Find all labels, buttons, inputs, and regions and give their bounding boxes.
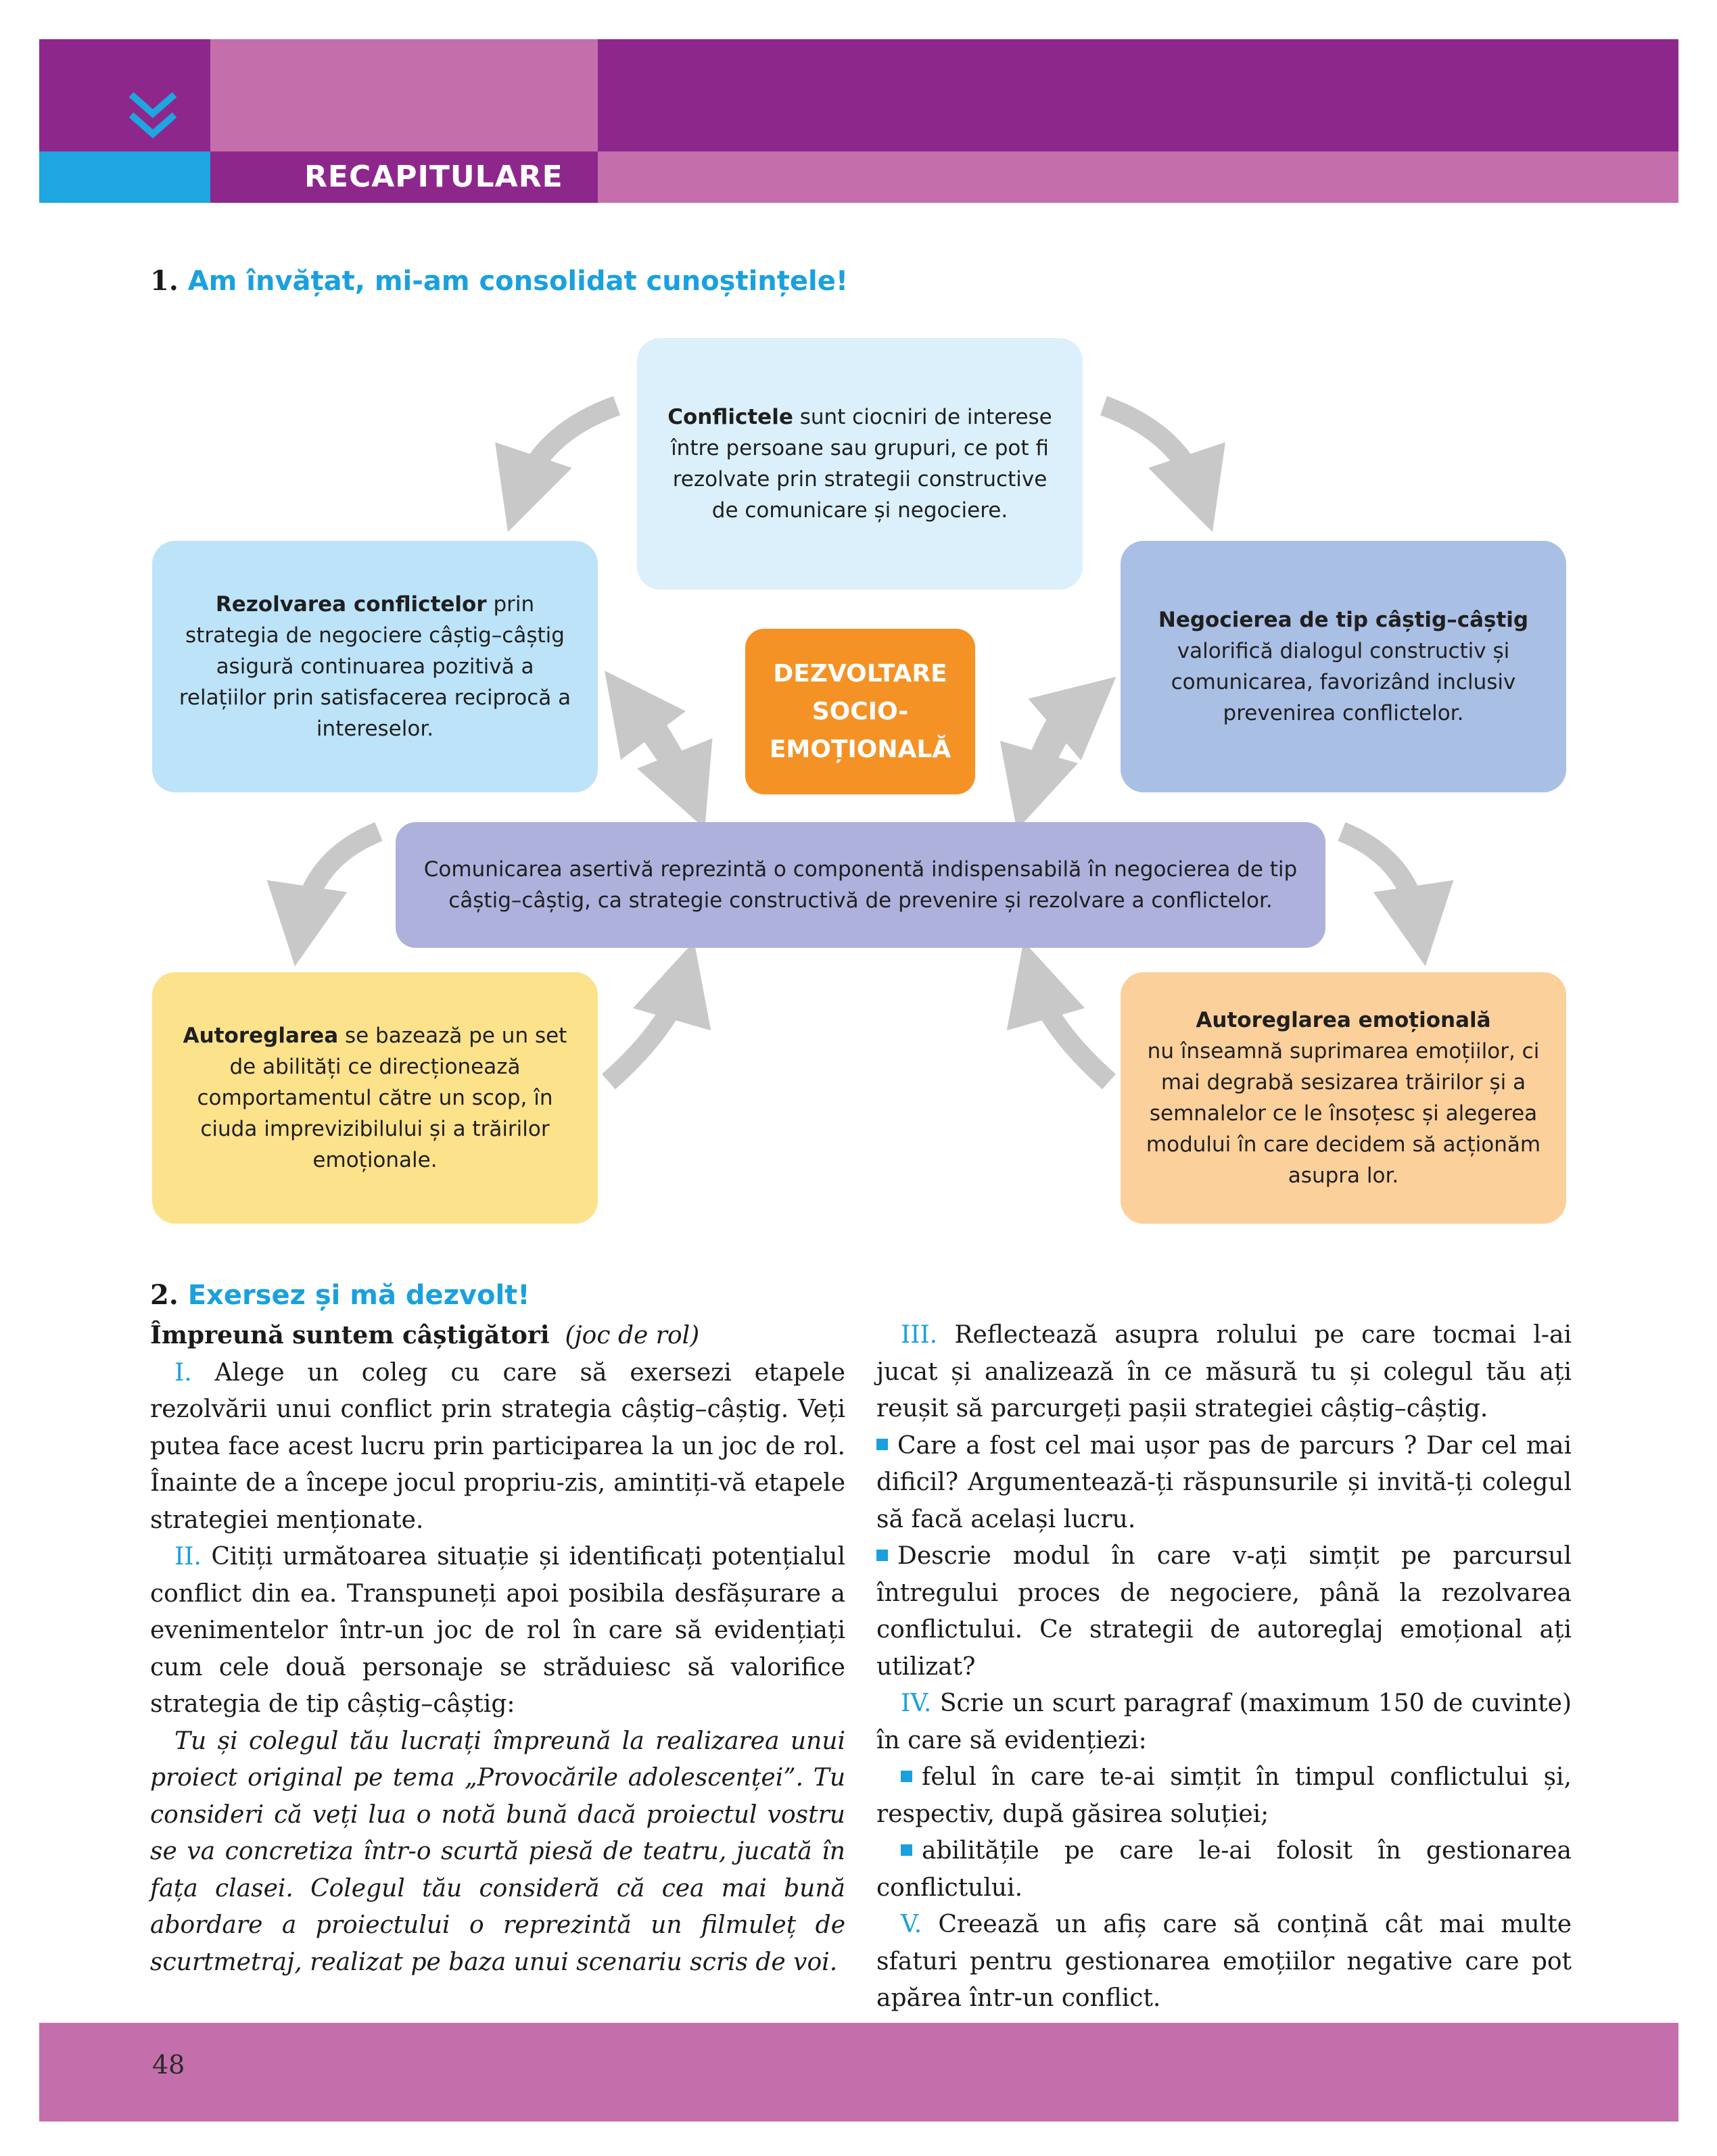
left-column: [150, 1317, 845, 1981]
task-II: II. Citiți următoarea situație și identificați potențialul conflict din ea. Transpuneți apoi posibila desfășurare a evenimentelor într-un joc de rol în care să evidențiați cum cele două personaje se străduiesc să valorifice strategia de tip câștig–câștig:: [150, 1543, 845, 1718]
task-IV-bullet-1: felul în care te-ai simțit în timpul conflictului și, respectiv, după găsirea soluției;: [876, 1763, 1572, 1828]
box-autoreglarea: Autoreglarea se bazează pe un set de abilități ce direcționează comportamentul către un scop, în ciuda imprevizibilului și a trăirilor emoționale.: [152, 972, 598, 1224]
box-comunicarea-asertiva: Comunicarea asertivă reprezintă o componentă indispensabilă în negocierea de tip câștig–câștig, ca strategie constructivă de prevenire și rezolvare a conflictelor.: [396, 822, 1325, 948]
footer-band: [39, 2023, 1678, 2122]
section-1-heading: [150, 265, 848, 297]
section-2-number: 2.: [150, 1279, 179, 1311]
right-column: [876, 1317, 1572, 2017]
arrow-low-right: [1342, 832, 1419, 926]
bullet-square-icon: [876, 1550, 888, 1561]
arrow-bottom-left: [609, 980, 683, 1082]
header-pink-strip: [598, 151, 1678, 203]
task-III-bullet-1: Care a fost cel mai ușor pas de parcurs ? Dar cel mai dificil? Argumentează-ți răspunsurile și invită-ți colegul să facă același lucru.: [876, 1431, 1572, 1533]
box-rezolvarea-conflictelor: Rezolvarea conflictelor prin strategia de negociere câștig–câștig asigură continuarea pozitivă a relațiilor prin satisfacerea reciprocă a intereselor.: [152, 541, 598, 792]
arrow-mid-right: [1028, 703, 1068, 791]
task-IV: IV. Scrie un scurt paragraf (maximum 150 de cuvinte) în care să evidențiezi:: [876, 1690, 1572, 1754]
task-IV-bullet-2: abilitățile pe care le-ai folosit în gestionarea conflictului.: [876, 1837, 1572, 1902]
box-autoreglarea-emotionala: Autoreglarea emoțională nu înseamnă suprimarea emoțiilor, ci mai degrabă sesizarea trăirilor și a semnalelor ce le însoțesc și alegerea modului în care decidem să acționăm asupra lor.: [1121, 972, 1566, 1224]
page-title: RECAPITULARE: [304, 160, 563, 194]
page-number: 48: [152, 2050, 185, 2080]
arrow-bottom-right: [1035, 980, 1109, 1082]
bullet-square-icon: [876, 1439, 888, 1450]
bullet-square-icon: [901, 1771, 912, 1782]
arrow-top-left: [521, 406, 617, 494]
task-V: V. Creează un afiș care să conțină cât mai multe sfaturi pentru gestionarea emoțiilor negative care pot apărea într-un conflict.: [876, 1911, 1572, 2012]
box-conflictele: Conflictele sunt ciocniri de interese între persoane sau grupuri, ce pot fi rezolvate prin strategii constructive de comunicare și negociere.: [637, 338, 1083, 590]
header-cyan-block: [39, 151, 210, 203]
arrow-top-right: [1104, 406, 1200, 494]
game-heading: Împreună suntem câștigători (joc de rol): [150, 1321, 700, 1349]
box-center-dezvoltare: DEZVOLTARE SOCIO-EMOȚIONALĂ: [745, 629, 975, 794]
scenario-text: Tu și colegul tău lucrați împreună la realizarea unui proiect original pe tema „Provocările adolescenței”. Tu consideri că veți lua o notă bună dacă proiectul vostru se va concretiza într-o scurtă piesă de teatru, jucată în fața clasei. Colegul tău consideră că cea mai bună abordare a proiectului o reprezintă un filmuleț de scurtmetraj, realizat pe baza unui scenariu scris de voi.: [150, 1727, 845, 1976]
section-1-title: Am învățat, mi-am consolidat cunoștințele!: [187, 266, 849, 297]
arrow-low-left: [301, 832, 379, 926]
section-2-heading: [150, 1279, 530, 1311]
task-III: III. Reflectează asupra rolului pe care tocmai l-ai jucat și analizează în ce măsură tu și colegul tău ați reușit să parcurgeți pașii strategiei câștig–câștig.: [876, 1321, 1572, 1422]
header-pink-block: [210, 39, 598, 151]
section-2-title: Exersez și mă dezvolt!: [187, 1280, 530, 1311]
section-1-number: 1.: [150, 265, 179, 297]
task-I: I. Alege un coleg cu care să exersezi etapele rezolvării unui conflict prin strategia câștig–câștig. Veți putea face acest lucru prin participarea la un joc de rol. Înainte de a începe jocul propriu-zis, amintiți-vă etapele strategiei menționate.: [150, 1358, 845, 1534]
arrow-mid-left: [649, 717, 690, 791]
double-chevron-down-icon: [127, 88, 179, 142]
task-III-bullet-2: Descrie modul în care v-ați simțit pe parcursul întregului proces de negociere, până la rezolvarea conflictului. Ce strategii de autoreglaj emoțional ați utilizat?: [876, 1542, 1572, 1681]
bullet-square-icon: [901, 1844, 912, 1856]
box-negocierea: Negocierea de tip câștig–câștig valorifică dialogul constructiv și comunicarea, favorizând inclusiv prevenirea conflictelor.: [1121, 541, 1566, 792]
